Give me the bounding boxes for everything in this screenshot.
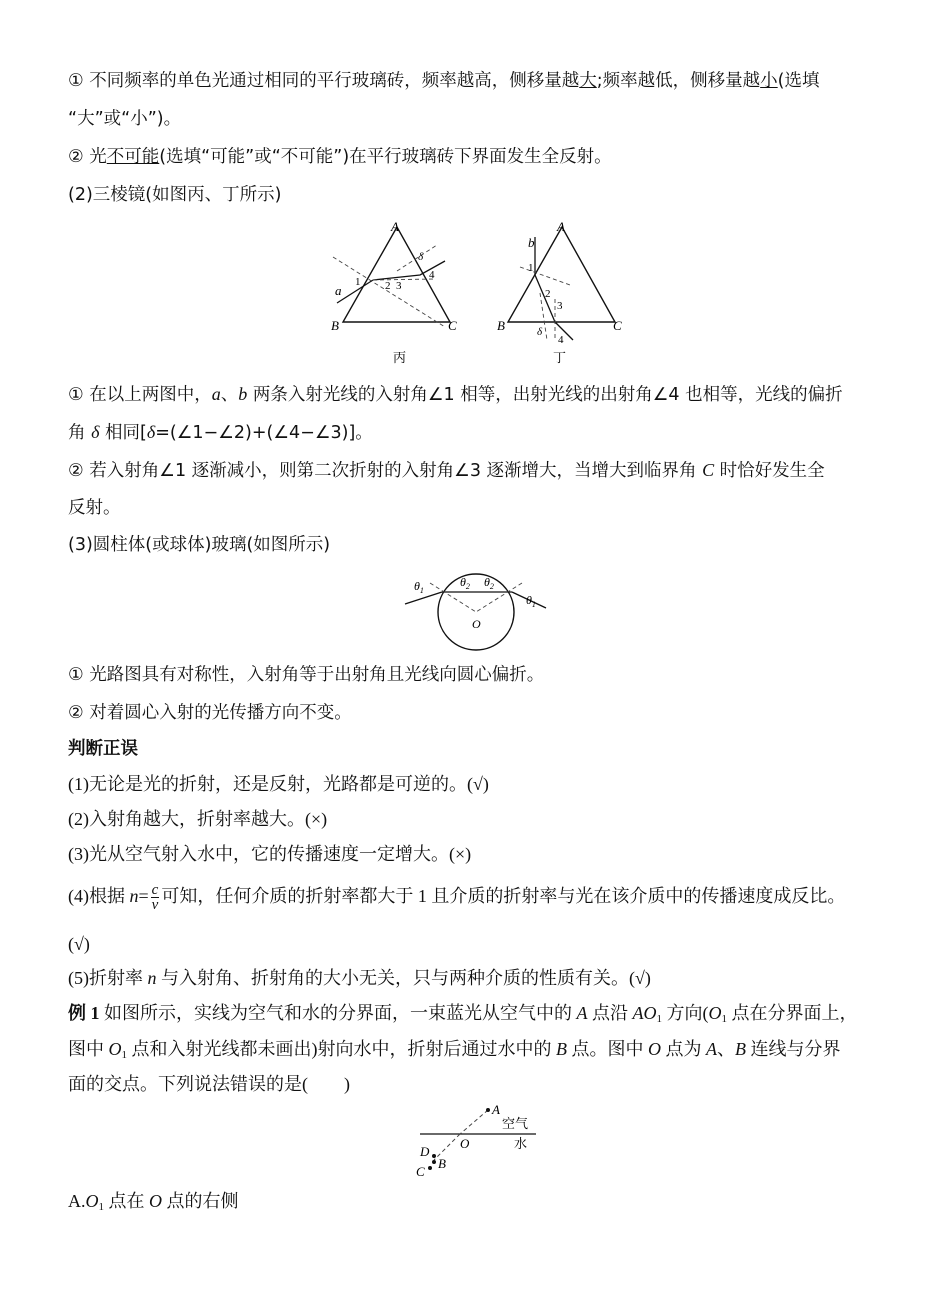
example-1-line-3 bbox=[68, 1071, 888, 1097]
label-D: D bbox=[420, 1144, 430, 1159]
label-a: a bbox=[335, 283, 342, 298]
theta1-right: $\theta_1$ bbox=[526, 593, 536, 609]
figure-caption: 丙 bbox=[393, 350, 407, 365]
text: 点。图中 bbox=[567, 1039, 648, 1059]
numerator: c bbox=[151, 882, 159, 899]
text: ;频率越低，侧移量越 bbox=[596, 71, 761, 91]
text: 判断正误 bbox=[68, 739, 138, 759]
fraction-c-over-v bbox=[151, 883, 160, 912]
text: 图中 bbox=[68, 1039, 109, 1059]
math-var: B bbox=[556, 1039, 567, 1059]
text: (3)光从空气射入水中，它的传播速度一定增大。(×) bbox=[68, 844, 472, 864]
cylinder-figure bbox=[400, 568, 550, 652]
answer-underlined: 大 bbox=[579, 71, 597, 91]
text: 与入射角、折射角的大小无关，只与两种介质的性质有关。(√) bbox=[156, 968, 651, 988]
figure-caption: 丁 bbox=[553, 350, 567, 365]
text: = bbox=[138, 886, 149, 906]
text: 反射。 bbox=[68, 498, 121, 518]
paragraph-prism-2 bbox=[68, 457, 888, 484]
normal-dashed bbox=[333, 257, 445, 327]
text: ② 对着圆心入射的光传播方向不变。 bbox=[68, 703, 352, 723]
label-4: 4 bbox=[429, 269, 435, 281]
answer-underlined: 小 bbox=[760, 71, 778, 91]
text: A. bbox=[68, 1191, 86, 1211]
paragraph-parallel-glass-1-cont bbox=[68, 106, 888, 132]
label-1: 1 bbox=[355, 276, 361, 288]
example-label: 例 1 bbox=[68, 1003, 100, 1023]
text: 相同[ bbox=[99, 423, 147, 443]
label-C: C bbox=[613, 318, 622, 333]
text: (√) bbox=[68, 934, 90, 954]
math-var: A bbox=[576, 1003, 588, 1023]
math-var: AO bbox=[632, 1003, 657, 1023]
normal-2-dashed bbox=[397, 245, 437, 271]
judge-item-5 bbox=[68, 965, 888, 991]
text: (3)圆柱体(或球体)玻璃(如图所示) bbox=[68, 535, 331, 555]
text: ② 若入射角∠1 逐渐减小，则第二次折射的入射角∠3 逐渐增大，当增大到临界角 bbox=[68, 461, 703, 481]
math-var: O bbox=[708, 1003, 722, 1023]
text: 点和入射光线都未画出)射向水中，折射后通过水中的 bbox=[127, 1039, 556, 1059]
denominator: v bbox=[151, 897, 159, 914]
paragraph-prism-1-cont bbox=[68, 419, 888, 446]
label-3: 3 bbox=[557, 300, 563, 312]
paragraph-parallel-glass-2 bbox=[68, 144, 888, 170]
math-var: O bbox=[648, 1039, 661, 1059]
label-A: A bbox=[557, 219, 565, 234]
text: 点在 bbox=[104, 1191, 149, 1211]
label-air: 空气 bbox=[502, 1116, 529, 1131]
label-C: C bbox=[448, 318, 457, 333]
theta1-left: $\theta_1$ bbox=[414, 579, 424, 595]
text: 如图所示，实线为空气和水的分界面，一束蓝光从空气中的 bbox=[99, 1003, 577, 1023]
subscript: 1 bbox=[656, 1013, 662, 1025]
text: 、 bbox=[220, 385, 239, 405]
label-C: C bbox=[416, 1164, 425, 1179]
math-var: C bbox=[702, 460, 715, 480]
text: 点沿 bbox=[587, 1003, 633, 1023]
label-2: 2 bbox=[385, 280, 391, 292]
math-var: n bbox=[129, 886, 139, 906]
text: ① 不同频率的单色光通过相同的平行玻璃砖，频率越高，侧移量越 bbox=[68, 71, 580, 91]
text: (选填“可能”或“不可能”)在平行玻璃砖下界面发生全反射。 bbox=[159, 147, 612, 167]
subscript: 1 bbox=[98, 1201, 104, 1213]
text: (5)折射率 bbox=[68, 968, 148, 988]
example-1-line-1 bbox=[68, 1000, 888, 1032]
text: (4)根据 bbox=[68, 886, 130, 906]
text: 点为 bbox=[661, 1039, 706, 1059]
label-delta: δ bbox=[537, 326, 543, 338]
AB-dashed-upper bbox=[460, 1110, 488, 1134]
math-var: O bbox=[108, 1039, 122, 1059]
text: 点在分界面上， bbox=[727, 1003, 858, 1023]
label-B: B bbox=[438, 1156, 446, 1171]
text: 点的右侧 bbox=[162, 1191, 239, 1211]
prism-figure-bing bbox=[325, 215, 475, 365]
text: 角 bbox=[68, 423, 92, 443]
math-var: O bbox=[149, 1191, 162, 1211]
math-var: b bbox=[238, 384, 248, 404]
label-3: 3 bbox=[396, 280, 402, 292]
example-1-line-2 bbox=[68, 1036, 888, 1068]
label-B: B bbox=[497, 318, 505, 333]
math-var: A bbox=[706, 1039, 717, 1059]
math-var: δ bbox=[146, 422, 156, 442]
section-title-cylinder bbox=[68, 532, 888, 558]
text: (2)入射角越大，折射率越大。(×) bbox=[68, 809, 328, 829]
subscript: 1 bbox=[721, 1013, 727, 1025]
label-4: 4 bbox=[558, 334, 564, 346]
subscript: 1 bbox=[121, 1049, 127, 1061]
paragraph-prism-1 bbox=[68, 381, 888, 408]
point-B bbox=[432, 1160, 436, 1164]
text: =(∠1−∠2)+(∠4−∠3)]。 bbox=[155, 423, 373, 443]
label-water: 水 bbox=[514, 1136, 528, 1151]
text: ① 光路图具有对称性，入射角等于出射角且光线向圆心偏折。 bbox=[68, 665, 545, 685]
label-A: A bbox=[391, 219, 399, 234]
math-var: O bbox=[85, 1191, 99, 1211]
theta2-left: $\theta_2$ bbox=[460, 575, 470, 591]
air-water-figure bbox=[410, 1100, 545, 1182]
prism-figure-ding bbox=[495, 215, 635, 365]
text: (1)无论是光的折射，还是反射，光路都是可逆的。(√) bbox=[68, 774, 489, 794]
text: ② 光 bbox=[68, 147, 107, 167]
label-1: 1 bbox=[528, 262, 534, 274]
text: (2)三棱镜(如图丙、丁所示) bbox=[68, 185, 282, 205]
theta2-right: $\theta_2$ bbox=[484, 575, 494, 591]
paragraph-cylinder-1 bbox=[68, 662, 888, 688]
label-B: B bbox=[331, 318, 339, 333]
label-delta: δ bbox=[418, 251, 424, 263]
label-A: A bbox=[492, 1102, 500, 1117]
math-var: a bbox=[211, 384, 221, 404]
point-A bbox=[486, 1108, 490, 1112]
text: 方向( bbox=[662, 1003, 709, 1023]
text: 可知，任何介质的折射率都大于 1 且介质的折射率与光在该介质中的传播速度成反比。 bbox=[161, 886, 846, 906]
heading-judge bbox=[68, 736, 888, 762]
option-A bbox=[68, 1188, 888, 1220]
text: 连线与分界 bbox=[746, 1039, 841, 1059]
paragraph-parallel-glass-1 bbox=[68, 68, 888, 94]
judge-item-3 bbox=[68, 841, 888, 867]
math-var: n bbox=[147, 968, 157, 988]
judge-item-1 bbox=[68, 771, 888, 797]
text: 、 bbox=[717, 1039, 735, 1059]
section-title-prism bbox=[68, 182, 888, 208]
point-D bbox=[432, 1154, 436, 1158]
text: ① 在以上两图中， bbox=[68, 385, 212, 405]
text: 时恰好发生全 bbox=[714, 461, 825, 481]
paragraph-prism-2-cont bbox=[68, 495, 888, 521]
point-C bbox=[428, 1166, 432, 1170]
text: 面的交点。下列说法错误的是( ) bbox=[68, 1074, 350, 1094]
paragraph-cylinder-2 bbox=[68, 700, 888, 726]
judge-item-2 bbox=[68, 806, 888, 832]
label-2: 2 bbox=[545, 288, 551, 300]
math-var: B bbox=[735, 1039, 746, 1059]
text: 两条入射光线的入射角∠1 相等，出射光线的出射角∠4 也相等，光线的偏折 bbox=[247, 385, 843, 405]
judge-item-4-cont bbox=[68, 931, 888, 957]
math-var: δ bbox=[91, 422, 100, 442]
label-O: O bbox=[460, 1136, 470, 1151]
judge-item-4 bbox=[68, 876, 888, 916]
text: (选填 bbox=[777, 71, 820, 91]
text: “大”或“小”)。 bbox=[68, 109, 182, 129]
label-O: O bbox=[472, 617, 481, 631]
answer-underlined: 不可能 bbox=[106, 147, 160, 167]
label-b: b bbox=[528, 235, 535, 250]
normal-dashed-right bbox=[476, 583, 522, 612]
